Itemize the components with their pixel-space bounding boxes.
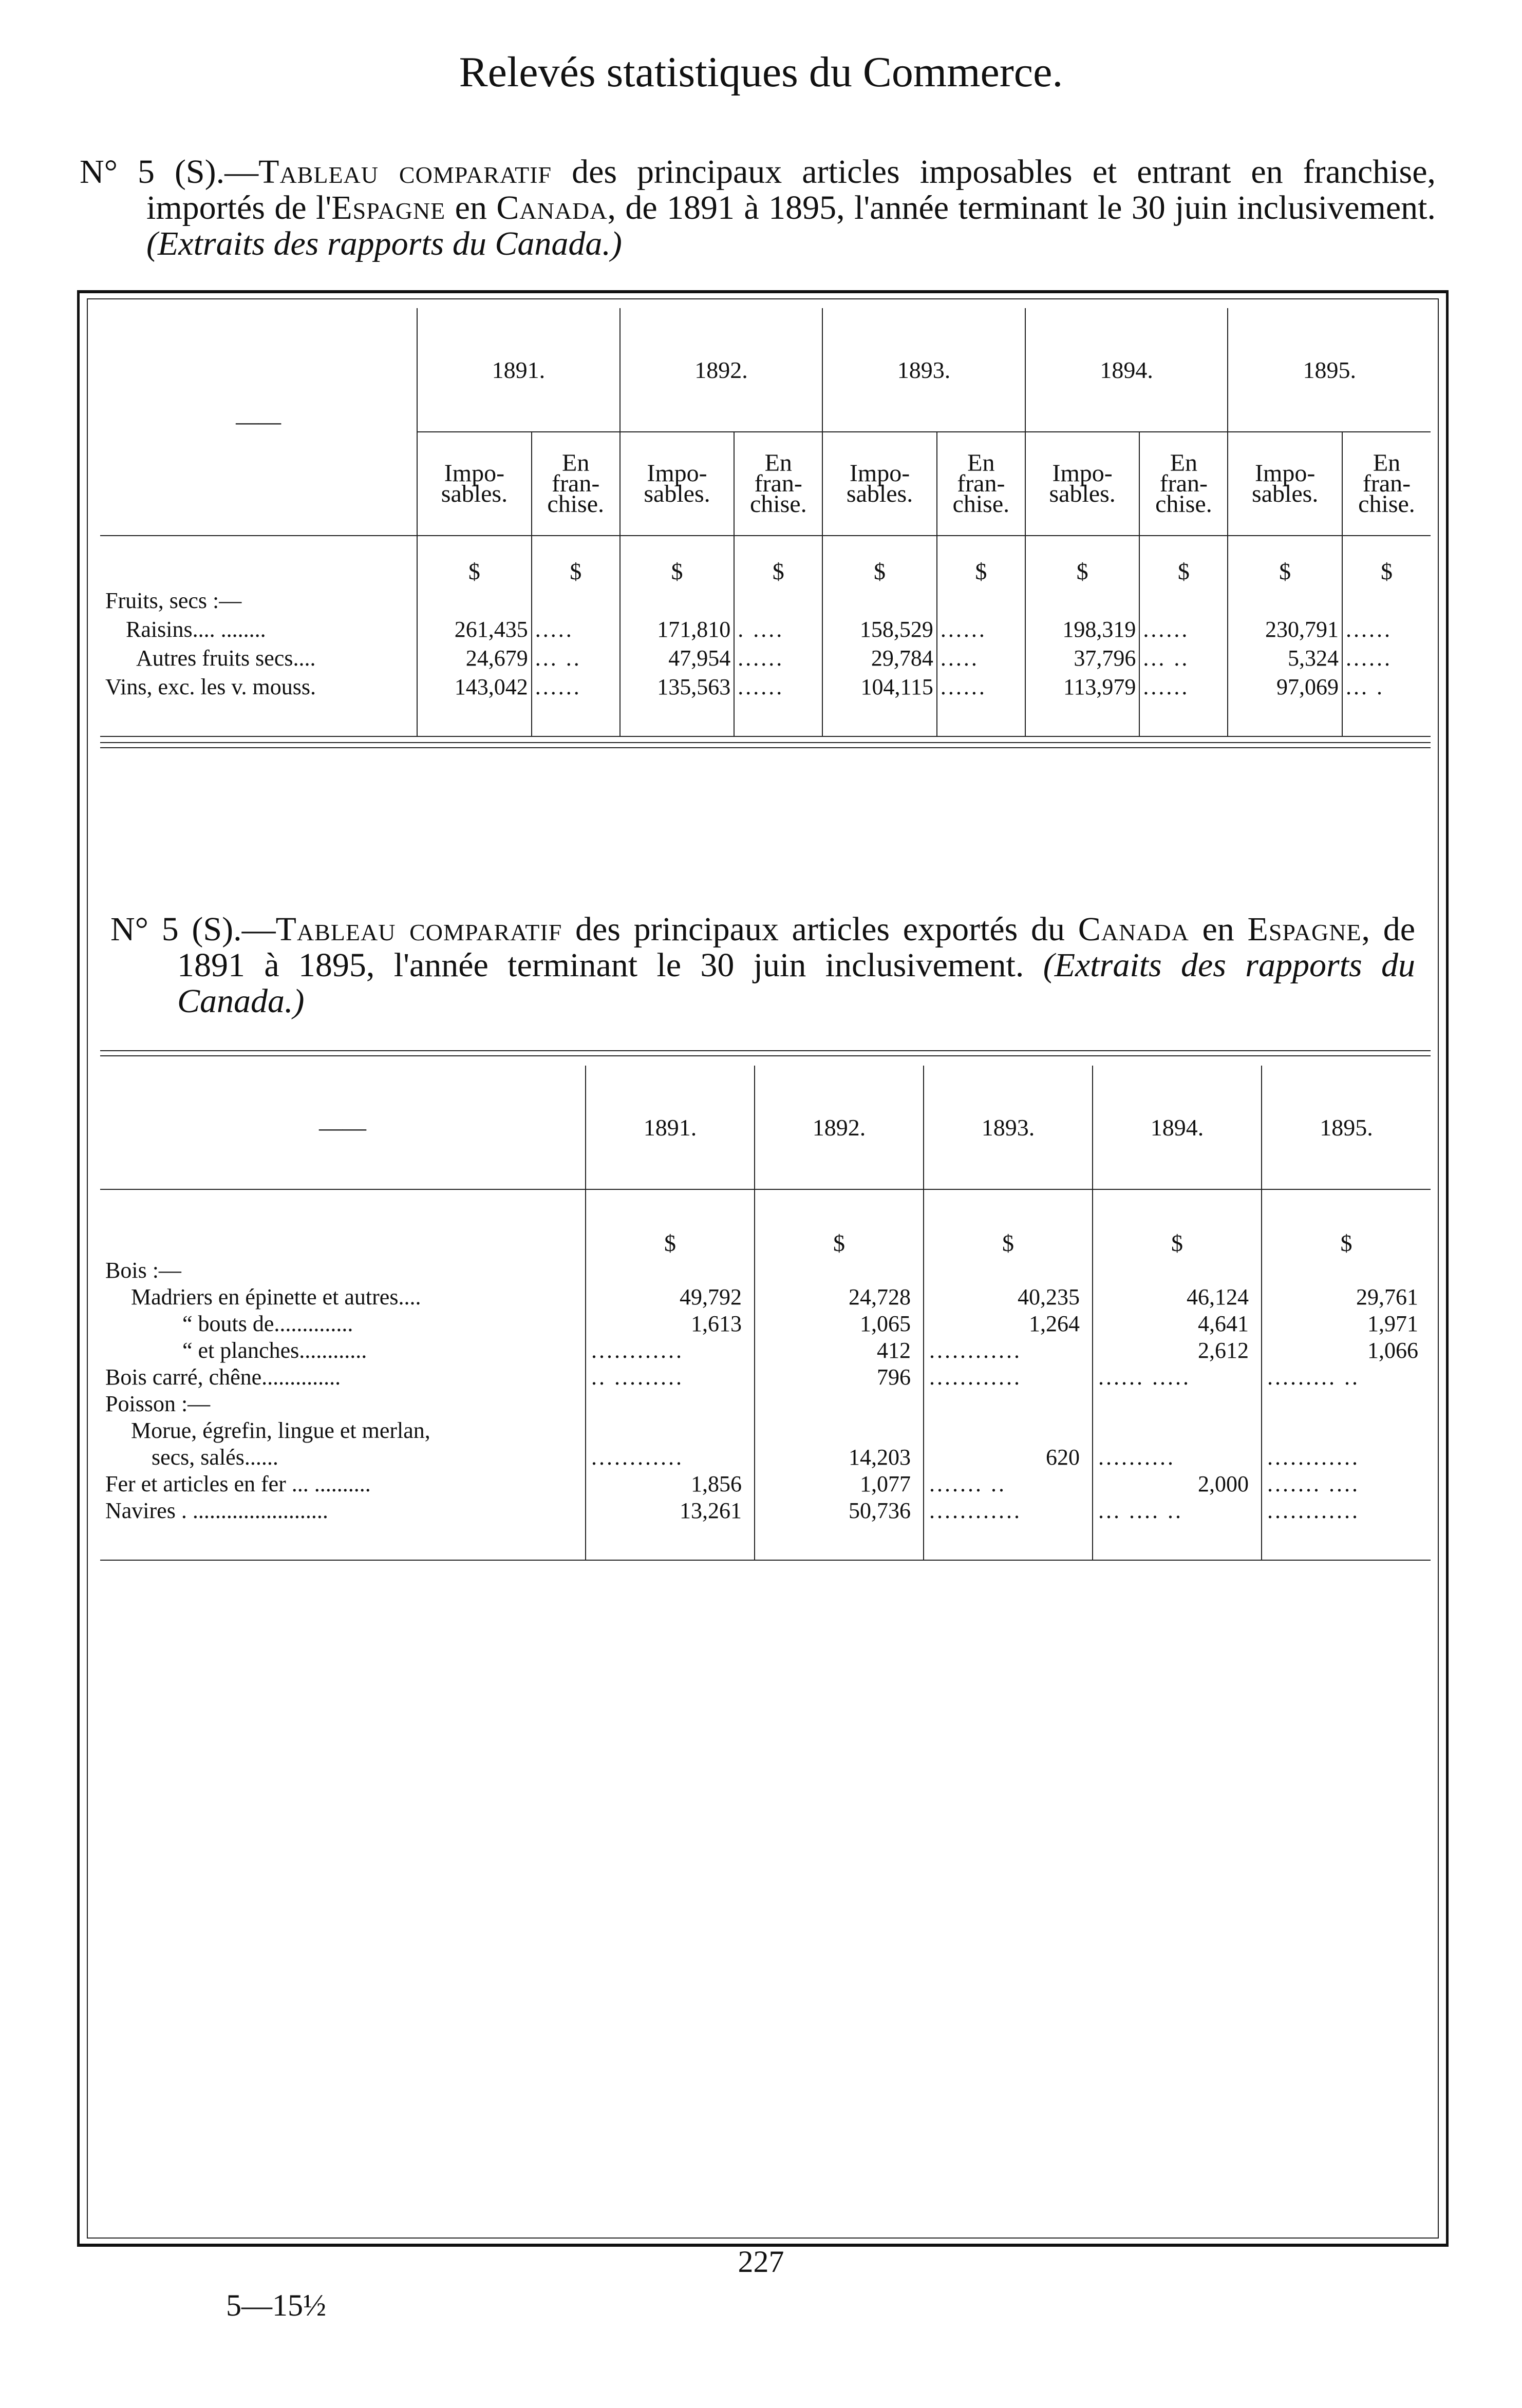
exports-currency-row [100, 1189, 1431, 1257]
exports-year-1893: 1893. [924, 1066, 1093, 1189]
exports-row-label: “ bouts de.............. [182, 1311, 353, 1336]
exports-cell: 46,124 [1093, 1283, 1262, 1310]
imports-cell: ...... [1342, 614, 1431, 642]
currency-symbol: $ [620, 536, 735, 585]
imports-sub-franchise: En fran- chise. [1342, 432, 1431, 536]
imports-row [100, 614, 1431, 642]
imports-sub-franchise: En fran- chise. [532, 432, 620, 536]
exports-cell [924, 1417, 1093, 1444]
exports-cell: .......... [1093, 1444, 1262, 1470]
exports-cell: 796 [755, 1363, 924, 1390]
imports-corner: —— [100, 308, 417, 536]
imports-group-row [100, 585, 1431, 614]
imports-cell: ...... [937, 671, 1025, 700]
imports-cell: ...... [1342, 642, 1431, 671]
imports-sub-franchise: En fran- chise. [937, 432, 1025, 536]
imports-cell: 143,042 [417, 671, 532, 700]
exports-cell: 29,761 [1262, 1283, 1431, 1310]
imports-cell: 135,563 [620, 671, 735, 700]
currency-symbol: $ [586, 1189, 755, 1257]
imports-year-1891: 1891. [417, 308, 620, 432]
exports-row [100, 1444, 1431, 1470]
imports-cell: 47,954 [620, 642, 735, 671]
exports-row [100, 1337, 1431, 1363]
exports-row-label: secs, salés...... [152, 1445, 278, 1470]
exports-cell [755, 1257, 924, 1283]
exports-cell: 1,077 [755, 1470, 924, 1497]
imports-row-label: Autres fruits secs.... [136, 646, 316, 671]
exports-row [100, 1257, 1431, 1283]
exports-cell: ............ [924, 1363, 1093, 1390]
exports-row [100, 1470, 1431, 1497]
exports-year-1892: 1892. [755, 1066, 924, 1189]
exports-cell: 2,612 [1093, 1337, 1262, 1363]
imports-group-label: Fruits, secs :— [105, 588, 242, 613]
imports-currency-row [100, 536, 1431, 585]
imports-cell: ...... [1139, 671, 1228, 700]
exports-cell [586, 1257, 755, 1283]
imports-cell: 198,319 [1025, 614, 1140, 642]
exports-cell: 50,736 [755, 1497, 924, 1524]
imports-cell: 171,810 [620, 614, 735, 642]
imports-year-1895: 1895. [1228, 308, 1431, 432]
exports-row [100, 1363, 1431, 1390]
imports-cell: ...... [937, 614, 1025, 642]
imports-cell: 230,791 [1228, 614, 1342, 642]
page-title: Relevés statistiques du Commerce. [459, 48, 1063, 96]
imports-cell: 158,529 [822, 614, 937, 642]
exports-cell: 13,261 [586, 1497, 755, 1524]
imports-year-1892: 1892. [620, 308, 823, 432]
imports-cell: ... .. [1139, 642, 1228, 671]
exports-row-label: Morue, égrefin, lingue et merlan, [131, 1418, 430, 1443]
exports-cell: ............ [1262, 1444, 1431, 1470]
imports-sub-franchise: En fran- chise. [734, 432, 822, 536]
exports-cell [1093, 1417, 1262, 1444]
imports-sub-imposables: Impo- sables. [1025, 432, 1140, 536]
imports-row-label: Vins, exc. les v. mouss. [105, 674, 316, 699]
exports-cell [924, 1390, 1093, 1417]
exports-row-label: Bois carré, chêne.............. [105, 1364, 341, 1390]
exports-cell: 1,613 [586, 1310, 755, 1337]
imports-cell: ... . [1342, 671, 1431, 700]
exports-year-1894: 1894. [1093, 1066, 1262, 1189]
imports-sub-imposables: Impo- sables. [620, 432, 735, 536]
exports-row-label: Fer et articles en fer ... .......... [105, 1471, 371, 1496]
exports-year-1895: 1895. [1262, 1066, 1431, 1189]
imports-cell: 24,679 [417, 642, 532, 671]
caption2-text1: des principaux articles exportés du [562, 911, 1078, 948]
caption1-country1: Espagne [331, 189, 446, 226]
caption2-title: Tableau comparatif [275, 911, 562, 948]
caption1-country2: Canada [496, 189, 608, 226]
caption2-country2: Espagne [1247, 911, 1362, 948]
exports-cell: ............ [586, 1337, 755, 1363]
footer-reference: 5—15½ [226, 2288, 326, 2322]
imports-cell: 261,435 [417, 614, 532, 642]
imports-cell: 97,069 [1228, 671, 1342, 700]
exports-cell [586, 1417, 755, 1444]
exports-cell [755, 1417, 924, 1444]
imports-cell: ...... [734, 671, 822, 700]
caption1-text1: des principaux articles imposables et entrant en franchise, importés de l' [146, 153, 1436, 226]
exports-cell: ....... .. [924, 1470, 1093, 1497]
exports-cell: .. ......... [586, 1363, 755, 1390]
caption2-text2: en [1189, 911, 1248, 948]
exports-year-1891: 1891. [586, 1066, 755, 1189]
caption1-source: (Extraits des rapports du Canada.) [146, 225, 622, 262]
exports-cell [1262, 1417, 1431, 1444]
currency-symbol: $ [924, 1189, 1093, 1257]
imports-row [100, 671, 1431, 700]
imports-sub-imposables: Impo- sables. [822, 432, 937, 536]
exports-cell [1093, 1257, 1262, 1283]
exports-cell: 4,641 [1093, 1310, 1262, 1337]
caption2-text3: , de 1891 à 1895, l'année terminant le 30 juin inclusivement. [177, 911, 1415, 984]
exports-cell [1262, 1257, 1431, 1283]
exports-row-label: “ et planches............ [182, 1338, 367, 1363]
currency-symbol: $ [1093, 1189, 1262, 1257]
exports-cell: 1,971 [1262, 1310, 1431, 1337]
exports-row [100, 1390, 1431, 1417]
exports-cell [924, 1257, 1093, 1283]
imports-cell: . .... [734, 614, 822, 642]
caption1-title: Tableau comparatif [258, 153, 552, 191]
currency-symbol: $ [1025, 536, 1140, 585]
imports-year-header [100, 308, 1431, 432]
imports-cell: 113,979 [1025, 671, 1140, 700]
currency-symbol: $ [1262, 1189, 1431, 1257]
table2-caption [110, 912, 1415, 1019]
imports-cell: ... .. [532, 642, 620, 671]
exports-year-header [100, 1066, 1431, 1189]
page-number: 227 [738, 2245, 784, 2279]
caption1-text3: , de 1891 à 1895, l'année terminant le 30 juin inclusivement. [607, 189, 1436, 226]
exports-cell: 1,856 [586, 1470, 755, 1497]
section-divider [100, 742, 1431, 748]
imports-year-1893: 1893. [822, 308, 1025, 432]
imports-cell: 37,796 [1025, 642, 1140, 671]
exports-table [100, 1066, 1431, 1561]
exports-cell: 412 [755, 1337, 924, 1363]
caption2-country1: Canada [1078, 911, 1189, 948]
exports-cell [1262, 1390, 1431, 1417]
imports-sub-franchise: En fran- chise. [1139, 432, 1228, 536]
currency-symbol: $ [1139, 536, 1228, 585]
imports-row [100, 642, 1431, 671]
exports-row-label: Bois :— [105, 1258, 181, 1283]
exports-cell: 40,235 [924, 1283, 1093, 1310]
exports-row-label: Poisson :— [105, 1391, 211, 1416]
imports-cell: ..... [937, 642, 1025, 671]
exports-row [100, 1283, 1431, 1310]
exports-cell: 2,000 [1093, 1470, 1262, 1497]
imports-row-label: Raisins.... ........ [126, 617, 266, 642]
exports-cell: ............ [1262, 1497, 1431, 1524]
exports-cell: 1,066 [1262, 1337, 1431, 1363]
exports-cell: ....... .... [1262, 1470, 1431, 1497]
currency-symbol: $ [755, 1189, 924, 1257]
caption2-source: (Extraits des rapports du Canada.) [177, 946, 1416, 1020]
exports-cell: 1,065 [755, 1310, 924, 1337]
imports-cell: 5,324 [1228, 642, 1342, 671]
exports-row-label: Navires . ........................ [105, 1498, 328, 1523]
exports-cell: 49,792 [586, 1283, 755, 1310]
caption2-number: N° 5 (S).— [110, 911, 276, 948]
currency-symbol: $ [822, 536, 937, 585]
exports-cell: ... .... .. [1093, 1497, 1262, 1524]
exports-cell [755, 1390, 924, 1417]
currency-symbol: $ [937, 536, 1025, 585]
imports-cell: ...... [532, 671, 620, 700]
exports-cell: 24,728 [755, 1283, 924, 1310]
currency-symbol: $ [1228, 536, 1342, 585]
exports-cell: 1,264 [924, 1310, 1093, 1337]
imports-cell: ..... [532, 614, 620, 642]
exports-cell: ............ [924, 1497, 1093, 1524]
exports-cell [1093, 1390, 1262, 1417]
caption1-number: N° 5 (S).— [80, 153, 259, 191]
exports-cell [586, 1390, 755, 1417]
exports-row [100, 1310, 1431, 1337]
imports-cell: 104,115 [822, 671, 937, 700]
exports-cell: ......... .. [1262, 1363, 1431, 1390]
imports-sub-imposables: Impo- sables. [1228, 432, 1342, 536]
currency-symbol: $ [532, 536, 620, 585]
imports-cell: ...... [734, 642, 822, 671]
exports-cell: ............ [586, 1444, 755, 1470]
currency-symbol: $ [734, 536, 822, 585]
table1-caption [80, 154, 1436, 262]
imports-cell: ...... [1139, 614, 1228, 642]
exports-cell: 14,203 [755, 1444, 924, 1470]
exports-cell: 620 [924, 1444, 1093, 1470]
imports-year-1894: 1894. [1025, 308, 1228, 432]
exports-cell: ...... ..... [1093, 1363, 1262, 1390]
imports-table [100, 308, 1431, 737]
exports-row-label: Madriers en épinette et autres.... [131, 1284, 421, 1310]
exports-corner: —— [100, 1066, 586, 1189]
currency-symbol: $ [417, 536, 532, 585]
table2-top-rule [100, 1050, 1431, 1056]
currency-symbol: $ [1342, 536, 1431, 585]
caption1-text2: en [445, 189, 497, 226]
exports-cell: ............ [924, 1337, 1093, 1363]
exports-row [100, 1497, 1431, 1524]
imports-cell: 29,784 [822, 642, 937, 671]
exports-row [100, 1417, 1431, 1444]
imports-sub-imposables: Impo- sables. [417, 432, 532, 536]
